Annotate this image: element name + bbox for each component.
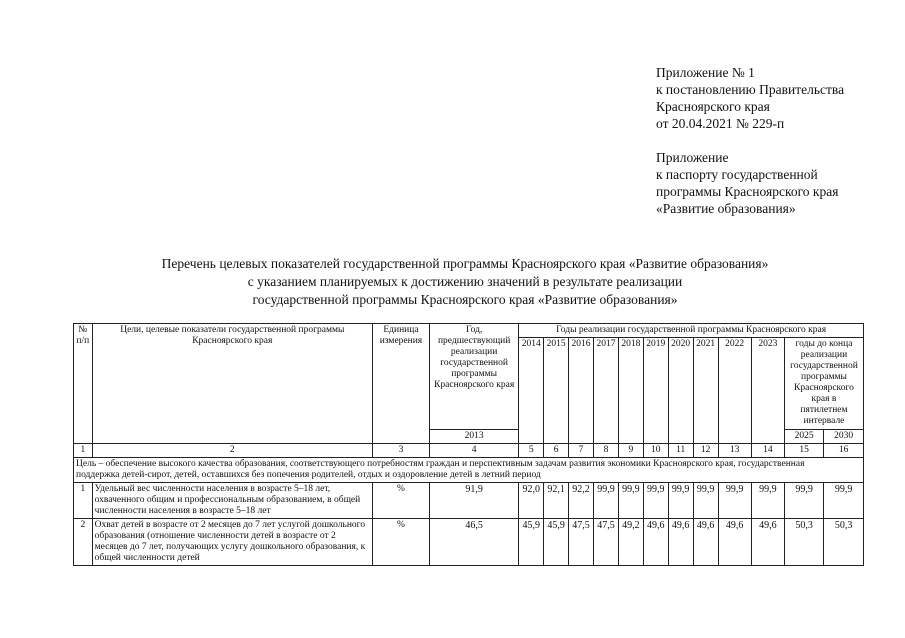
header-end-label: годы до конца реализации государственной программы Красноярского края в пятилетнем интервале xyxy=(784,338,863,430)
row-year-value: 45,9 xyxy=(544,519,569,566)
row-year-value: 92,1 xyxy=(544,483,569,519)
header-year: 2017 xyxy=(593,338,618,444)
row-year-value: 49,6 xyxy=(643,519,668,566)
header-year: 2020 xyxy=(668,338,693,444)
row-year-value: 99,9 xyxy=(751,483,784,519)
row-end-value: 99,9 xyxy=(824,483,864,519)
col-number: 9 xyxy=(618,444,643,458)
col-number: 5 xyxy=(519,444,544,458)
header-year: 2021 xyxy=(693,338,718,444)
goal-line: Цель – обеспечение высокого качества образования, соответствующего потребностям граждан и перспективным задачам развития экономики Красноярского края, государственная xyxy=(76,459,805,469)
row-year-value: 47,5 xyxy=(593,519,618,566)
row-base-value: 91,9 xyxy=(430,483,519,519)
col-number: 16 xyxy=(824,444,864,458)
row-year-value: 49,6 xyxy=(751,519,784,566)
col-number: 7 xyxy=(569,444,594,458)
table-row xyxy=(74,483,864,519)
col-number: 11 xyxy=(668,444,693,458)
header-unit: Единица измерения xyxy=(372,324,429,444)
document-title xyxy=(70,255,860,309)
row-num: 1 xyxy=(74,483,93,519)
col-number: 12 xyxy=(693,444,718,458)
header-end-year: 2030 xyxy=(824,430,864,444)
appendix-spacer xyxy=(656,132,901,149)
appendix-block xyxy=(656,64,901,217)
header-row xyxy=(74,324,864,338)
col-number: 3 xyxy=(372,444,429,458)
col-number: 14 xyxy=(751,444,784,458)
row-end-value: 99,9 xyxy=(784,483,823,519)
title-line: государственной программы Красноярского края «Развитие образования» xyxy=(252,292,678,307)
row-year-value: 49,6 xyxy=(718,519,751,566)
row-year-value: 99,9 xyxy=(593,483,618,519)
row-year-value: 49,6 xyxy=(668,519,693,566)
header-goals: Цели, целевые показатели государственной программы Красноярского края xyxy=(92,324,372,444)
col-number: 13 xyxy=(718,444,751,458)
row-year-value: 45,9 xyxy=(519,519,544,566)
row-base-value: 46,5 xyxy=(430,519,519,566)
header-years-group: Годы реализации государственной программы Красноярского края xyxy=(519,324,864,338)
header-year: 2015 xyxy=(544,338,569,444)
appendix-line: к паспорту государственной xyxy=(656,167,818,182)
appendix-line: от 20.04.2021 № 229-п xyxy=(656,116,785,131)
row-year-value: 99,9 xyxy=(618,483,643,519)
row-unit: % xyxy=(372,519,429,566)
col-number: 8 xyxy=(593,444,618,458)
col-number: 6 xyxy=(544,444,569,458)
goal-text xyxy=(74,458,864,483)
row-year-value: 92,0 xyxy=(519,483,544,519)
row-year-value: 99,9 xyxy=(718,483,751,519)
col-number: 2 xyxy=(92,444,372,458)
title-line: Перечень целевых показателей государственной программы Красноярского края «Развитие образования» xyxy=(161,256,769,271)
header-year: 2022 xyxy=(718,338,751,444)
goal-line: поддержка детей-сирот, детей, оставшихся без попечения родителей, отдых и оздоровление детей в летний период xyxy=(76,470,541,480)
appendix-line: Приложение № 1 xyxy=(656,65,755,80)
row-year-value: 49,2 xyxy=(618,519,643,566)
title-line: с указанием планируемых к достижению значений в результате реализации xyxy=(247,274,683,289)
indicators-table xyxy=(73,323,864,566)
col-number: 1 xyxy=(74,444,93,458)
col-number: 10 xyxy=(643,444,668,458)
col-number: 4 xyxy=(430,444,519,458)
row-year-value: 47,5 xyxy=(569,519,594,566)
appendix-line: программы Красноярского края xyxy=(656,184,839,199)
appendix-line: Приложение xyxy=(656,150,729,165)
row-end-value: 50,3 xyxy=(824,519,864,566)
header-prev-year-label: Год, предшествующий реализации государственной программы Красноярского края xyxy=(430,324,519,430)
header-prev-year: 2013 xyxy=(430,430,519,444)
row-year-value: 99,9 xyxy=(668,483,693,519)
header-year: 2023 xyxy=(751,338,784,444)
appendix-line: Красноярского края xyxy=(656,99,770,114)
col-number: 15 xyxy=(784,444,823,458)
appendix-line: к постановлению Правительства xyxy=(656,82,845,97)
indicators-table-wrapper xyxy=(73,323,864,566)
header-end-year: 2025 xyxy=(784,430,823,444)
header-year: 2016 xyxy=(569,338,594,444)
header-year: 2019 xyxy=(643,338,668,444)
row-year-value: 99,9 xyxy=(693,483,718,519)
row-end-value: 50,3 xyxy=(784,519,823,566)
appendix-line: «Развитие образования» xyxy=(656,201,796,216)
row-year-value: 49,6 xyxy=(693,519,718,566)
header-year: 2014 xyxy=(519,338,544,444)
row-indicator-name: Охват детей в возрасте от 2 месяцев до 7 лет услугой дошкольного образования (отношение численности детей в возрасте от 2 месяцев до 7 лет, получающих услугу дошкольного образования, к общей численности детей xyxy=(92,519,372,566)
header-num: № п/п xyxy=(74,324,93,444)
table-row xyxy=(74,519,864,566)
column-numbers-row xyxy=(74,444,864,458)
header-year: 2018 xyxy=(618,338,643,444)
row-year-value: 92,2 xyxy=(569,483,594,519)
row-unit: % xyxy=(372,483,429,519)
row-year-value: 99,9 xyxy=(643,483,668,519)
row-num: 2 xyxy=(74,519,93,566)
row-indicator-name: Удельный вес численности населения в возрасте 5–18 лет, охваченного общим и профессиональным образованием, в общей численности населения в возрасте 5–18 лет xyxy=(92,483,372,519)
goal-row xyxy=(74,458,864,483)
